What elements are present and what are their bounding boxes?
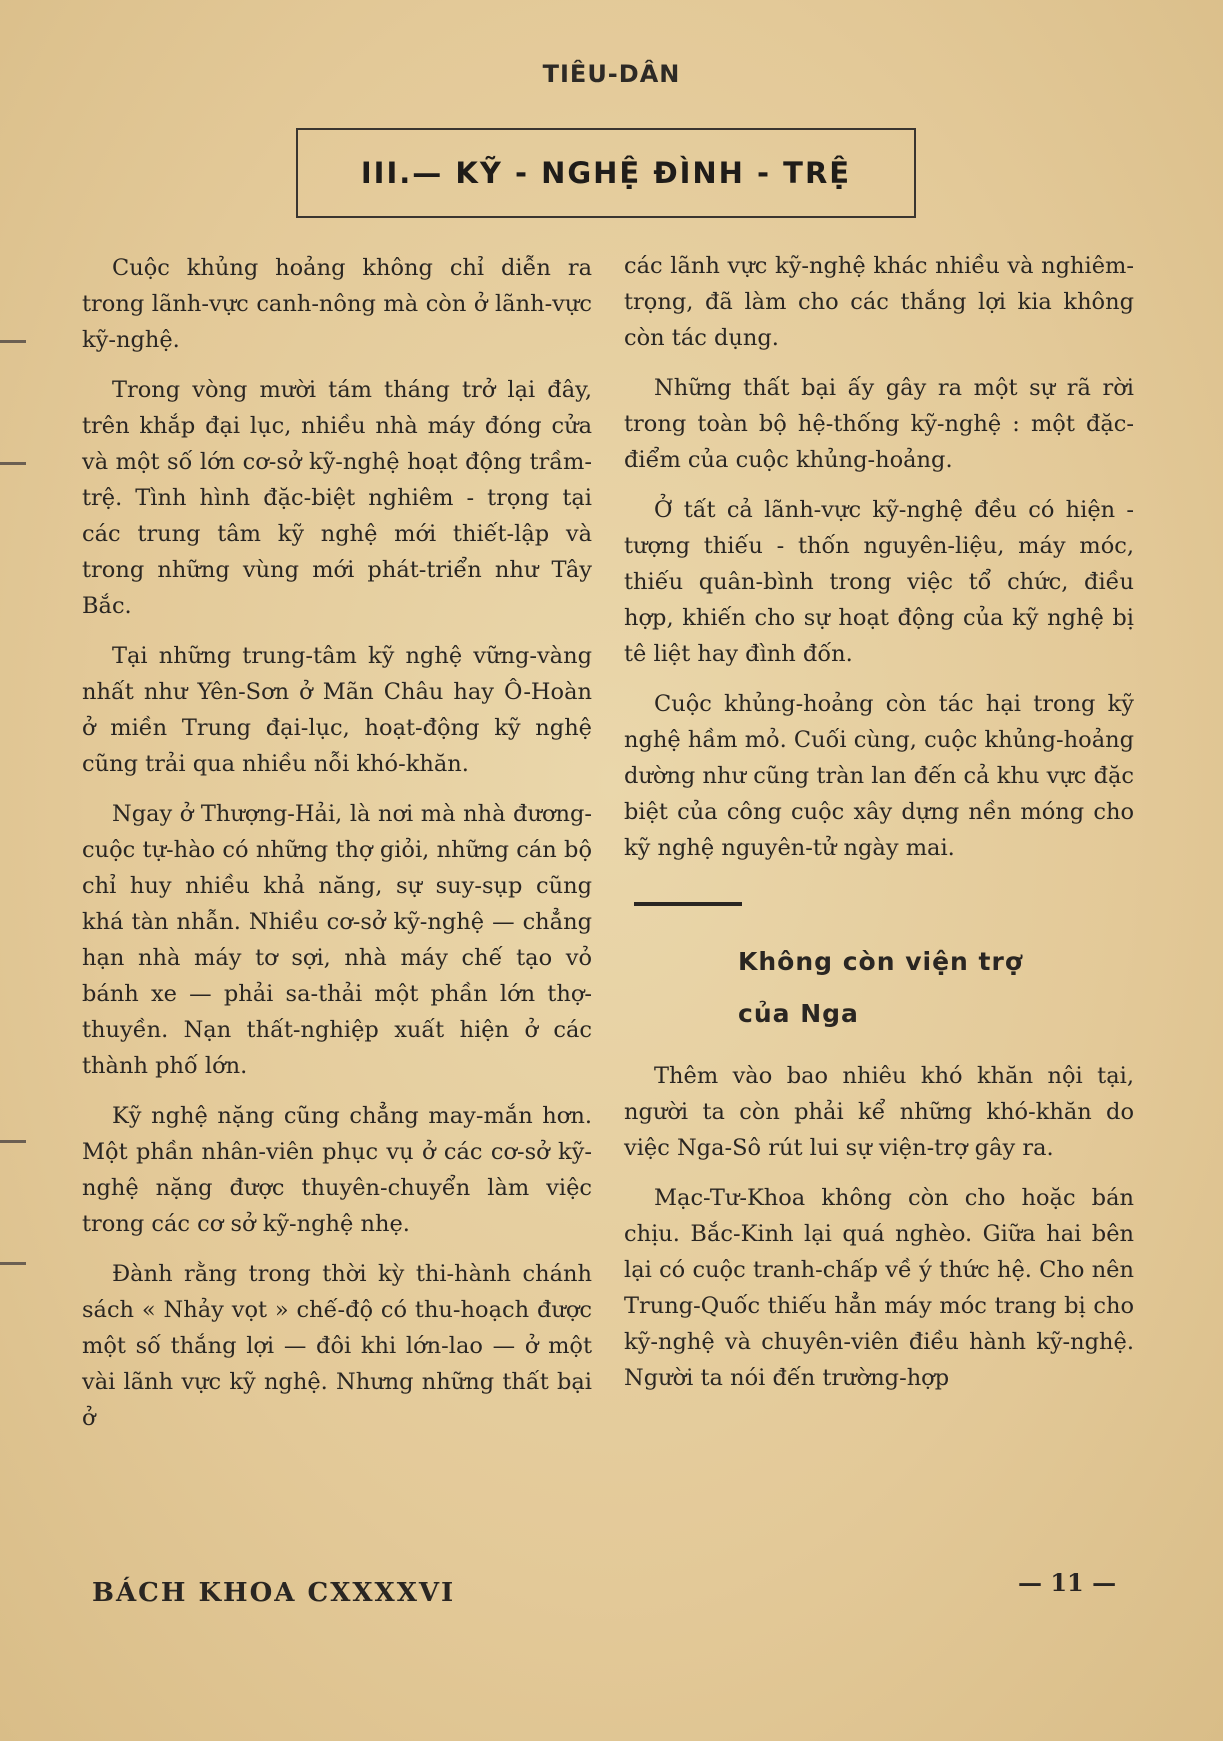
paragraph: Những thất bại ấy gây ra một sự rã rời trong toàn bộ hệ-thống kỹ-nghệ : một đặc-điểm của cuộc khủng-hoảng. bbox=[624, 375, 1134, 473]
paragraph: các lãnh vực kỹ-nghệ khác nhiều và nghiêm-trọng, đã làm cho các thắng lợi kia không còn tác dụng. bbox=[624, 253, 1134, 351]
paragraph: Mạc-Tư-Khoa không còn cho hoặc bán chịu. Bắc-Kinh lại quá nghèo. Giữa hai bên lại có cuộc tranh-chấp về ý thức hệ. Cho nên Trung-Quốc thiếu hẳn máy móc trang bị cho kỹ-nghệ và chuyên-viên điều hành kỹ-nghệ. Người ta nói đến trường-hợp bbox=[624, 1185, 1134, 1391]
section-title-box bbox=[296, 128, 916, 218]
subheading bbox=[738, 936, 1134, 1040]
paragraph: Ở tất cả lãnh-vực kỹ-nghệ đều có hiện - tượng thiếu - thốn nguyên-liệu, máy móc, thiếu quân-bình trong việc tổ chức, điều hợp, khiến cho sự hoạt động của kỹ nghệ bị tê liệt hay đình đốn. bbox=[624, 497, 1134, 667]
right-column bbox=[624, 248, 1134, 1410]
paragraph: Đành rằng trong thời kỳ thi-hành chánh sách « Nhảy vọt » chế-độ có thu-hoạch được một số thắng lợi — đôi khi lớn-lao — ở một vài lãnh vực kỹ nghệ. Nhưng những thất bại ở bbox=[82, 1261, 592, 1431]
subheading-line: của Nga bbox=[738, 999, 859, 1028]
publication-footer: BÁCH KHOA CXXXXVI bbox=[92, 1578, 456, 1608]
paragraph: Tại những trung-tâm kỹ nghệ vững-vàng nhất như Yên-Sơn ở Mãn Châu hay Ô-Hoàn ở miền Trung đại-lục, hoạt-động kỹ nghệ cũng trải qua nhiều nỗi khó-khăn. bbox=[82, 643, 592, 777]
page-number: — 11 — bbox=[1018, 1568, 1117, 1597]
paragraph: Cuộc khủng-hoảng còn tác hại trong kỹ nghệ hầm mỏ. Cuối cùng, cuộc khủng-hoảng dường như cũng tràn lan đến cả khu vực đặc biệt của công cuộc xây dựng nền móng cho kỹ nghệ nguyên-tử ngày mai. bbox=[624, 691, 1134, 861]
section-divider bbox=[634, 902, 742, 906]
margin-mark bbox=[0, 340, 26, 343]
paragraph: Thêm vào bao nhiêu khó khăn nội tại, người ta còn phải kể những khó-khăn do việc Nga-Sô rút lui sự viện-trợ gây ra. bbox=[624, 1063, 1134, 1161]
left-column bbox=[82, 250, 592, 1450]
subheading-line: Không còn viện trợ bbox=[738, 947, 1024, 976]
paragraph: Trong vòng mười tám tháng trở lại đây, trên khắp đại lục, nhiều nhà máy đóng cửa và một số lớn cơ-sở kỹ-nghệ hoạt động trầm-trệ. Tình hình đặc-biệt nghiêm - trọng tại các trung tâm kỹ nghệ mới thiết-lập và trong những vùng mới phát-triển như Tây Bắc. bbox=[82, 377, 592, 619]
margin-mark bbox=[0, 1140, 26, 1143]
paragraph: Ngay ở Thượng-Hải, là nơi mà nhà đương-cuộc tự-hào có những thợ giỏi, những cán bộ chỉ huy nhiều khả năng, sự suy-sụp cũng khá tàn nhẫn. Nhiều cơ-sở kỹ-nghệ — chẳng hạn nhà máy tơ sợi, nhà máy chế tạo vỏ bánh xe — phải sa-thải một phần lớn thợ-thuyền. Nạn thất-nghiệp xuất hiện ở các thành phố lớn. bbox=[82, 801, 592, 1079]
margin-mark bbox=[0, 462, 26, 465]
paragraph: Kỹ nghệ nặng cũng chẳng may-mắn hơn. Một phần nhân-viên phục vụ ở các cơ-sở kỹ-nghệ nặng được thuyên-chuyển làm việc trong các cơ sở kỹ-nghệ nhẹ. bbox=[82, 1103, 592, 1237]
section-title: III.— KỸ - NGHỆ ĐÌNH - TRỆ bbox=[360, 156, 852, 190]
margin-mark bbox=[0, 1262, 26, 1265]
running-head: TIÊU-DÂN bbox=[542, 60, 681, 88]
paragraph: Cuộc khủng hoảng không chỉ diễn ra trong lãnh-vực canh-nông mà còn ở lãnh-vực kỹ-nghệ. bbox=[82, 255, 592, 353]
